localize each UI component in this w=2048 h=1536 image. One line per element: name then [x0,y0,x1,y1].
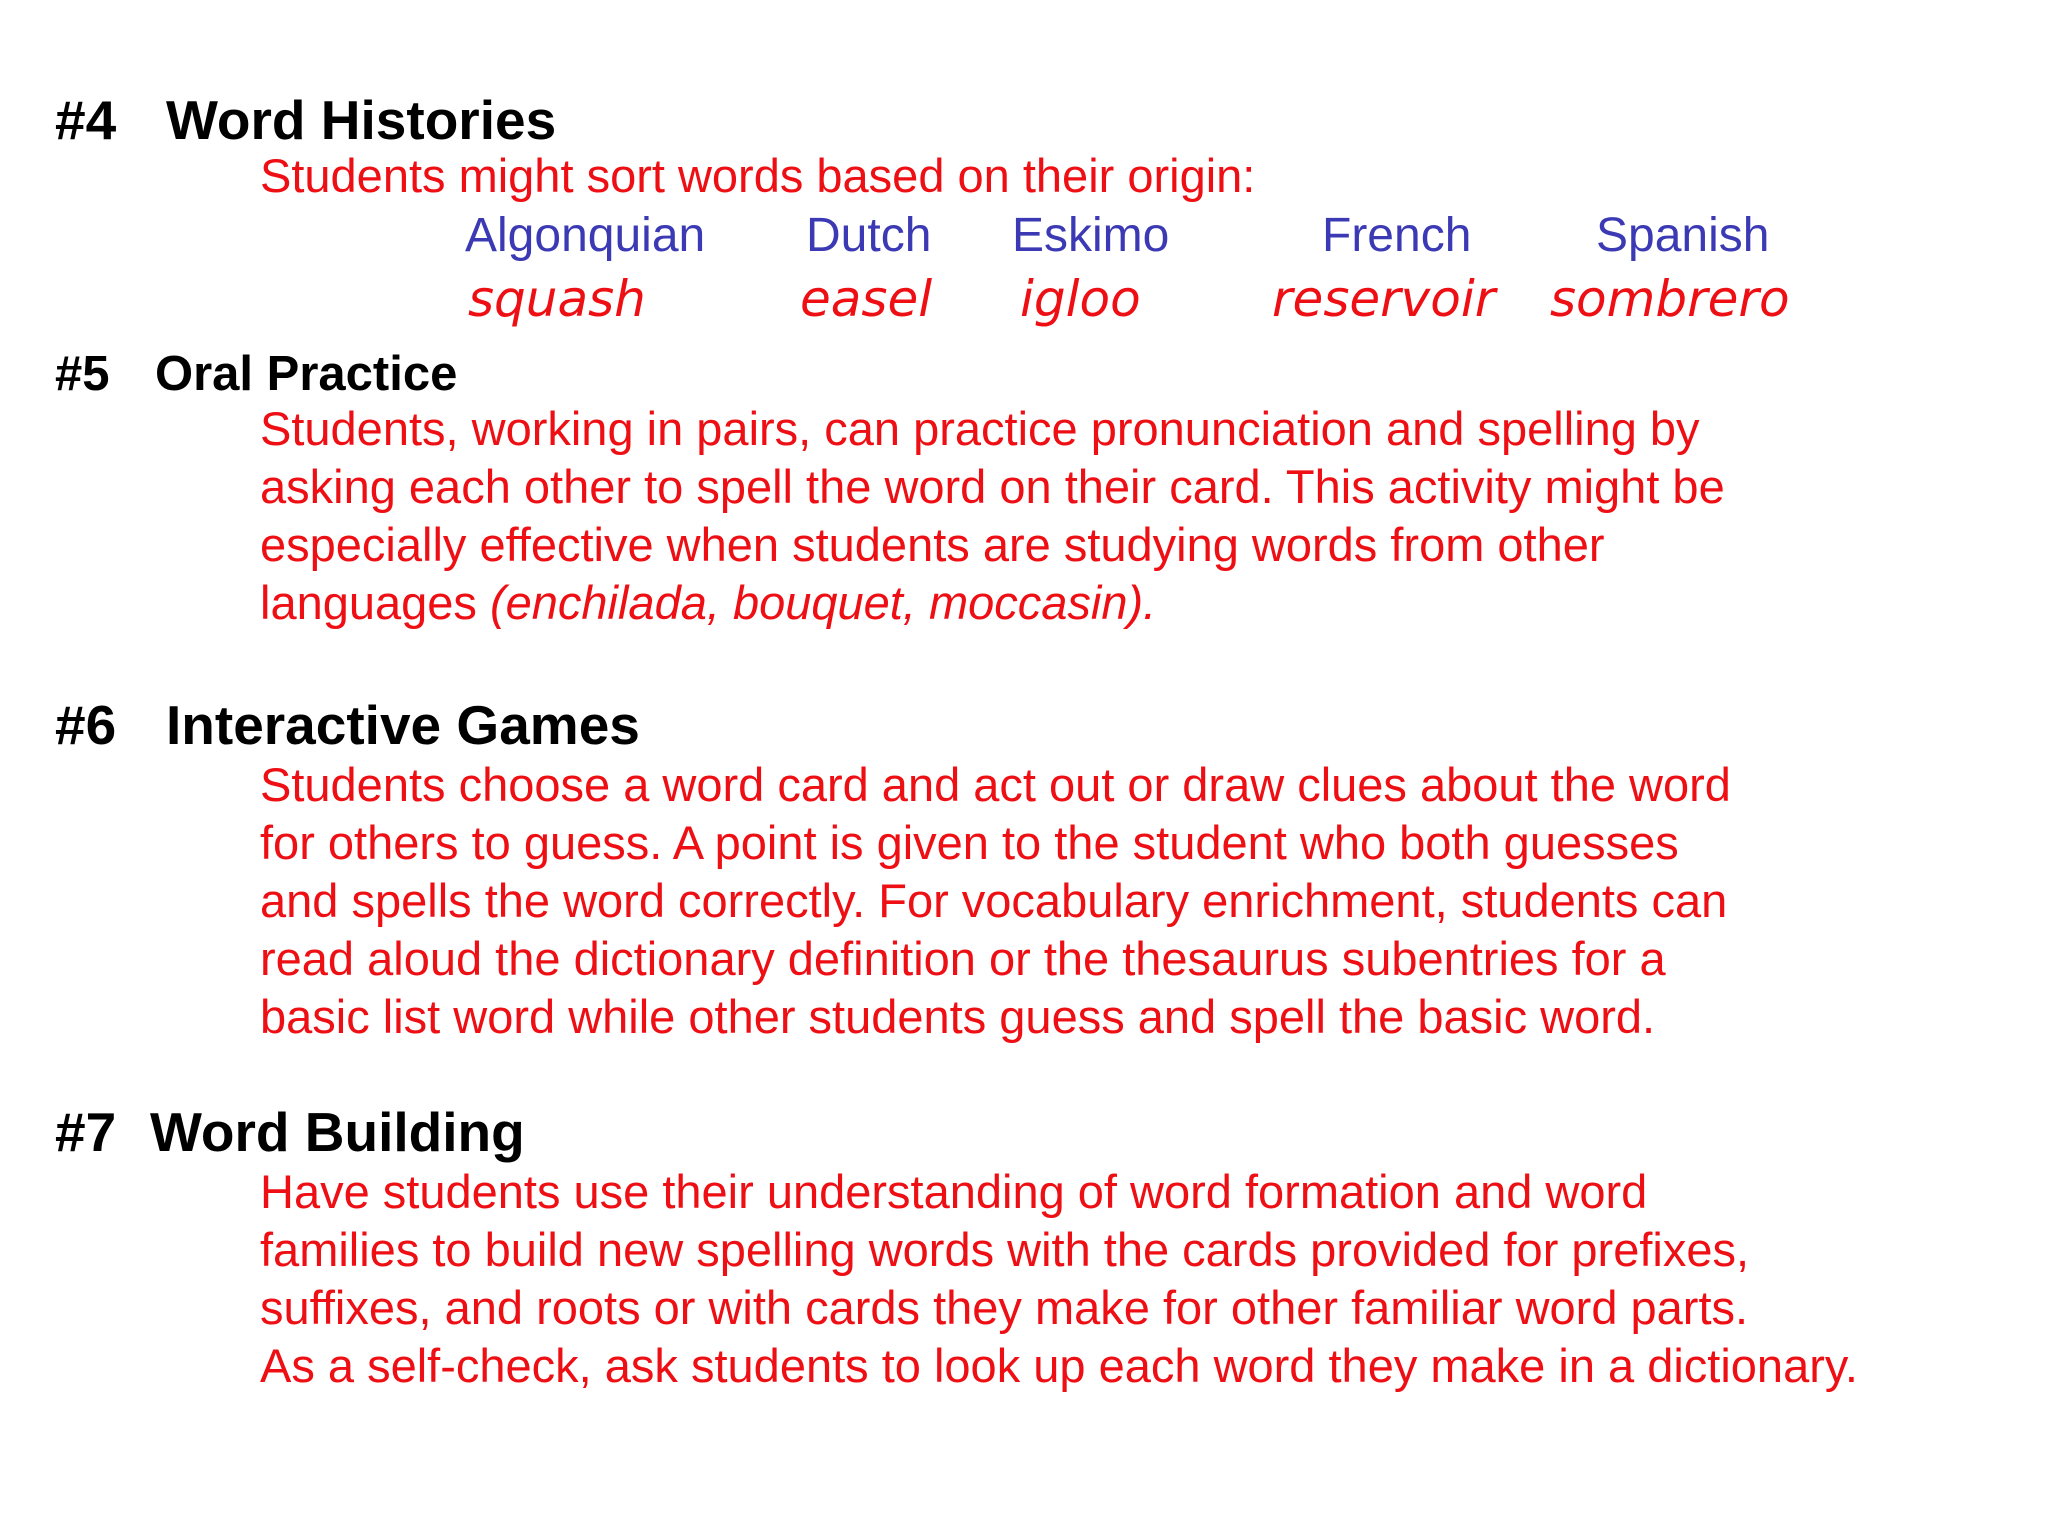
section-6-title: Interactive Games [166,694,640,756]
section-5-title: Oral Practice [155,347,458,401]
example-word: igloo [1020,270,1141,328]
section-7-title: Word Building [150,1101,525,1163]
section-5-number: #5 [55,347,110,401]
body-line: Have students use their understanding of word formation and word [260,1165,1648,1218]
origin-label: Algonquian [465,209,706,262]
body-line: Students, working in pairs, can practice pronunciation and spelling by [260,402,1700,455]
section-6-body [260,756,1731,1046]
body-line: As a self-check, ask students to look up each word they make in a dictionary. [260,1339,1858,1392]
origin-label: Spanish [1596,209,1770,262]
body-line: especially effective when students are studying words from other [260,518,1605,571]
body-line: read aloud the dictionary definition or the thesaurus subentries for a [260,932,1666,985]
section-5-body [260,400,1725,632]
body-line: and spells the word correctly. For vocabulary enrichment, students can [260,874,1728,927]
body-line: Students choose a word card and act out or draw clues about the word [260,758,1731,811]
section-4-number: #4 [55,89,117,151]
body-line: suffixes, and roots or with cards they make for other familiar word parts. [260,1281,1749,1334]
example-words-italic: (enchilada, bouquet, moccasin). [489,576,1157,629]
body-line: for others to guess. A point is given to the student who both guesses [260,816,1679,869]
section-7-body [260,1163,1858,1395]
body-line: asking each other to spell the word on their card. This activity might be [260,460,1725,513]
section-4-title: Word Histories [166,89,557,151]
body-line: basic list word while other students guess and spell the basic word. [260,990,1656,1043]
section-7-number: #7 [55,1101,117,1163]
origin-label: Eskimo [1012,209,1170,262]
example-word: easel [800,270,933,328]
body-line: families to build new spelling words with the cards provided for prefixes, [260,1223,1750,1276]
body-line [260,574,1725,632]
example-word: sombrero [1550,270,1790,328]
body-line-text: languages [260,576,490,629]
origin-label: French [1322,209,1472,262]
origin-label: Dutch [806,209,932,262]
example-word: squash [468,270,646,328]
example-word: reservoir [1272,270,1496,328]
section-6-number: #6 [55,694,117,756]
section-4-intro: Students might sort words based on their origin: [260,149,1256,202]
